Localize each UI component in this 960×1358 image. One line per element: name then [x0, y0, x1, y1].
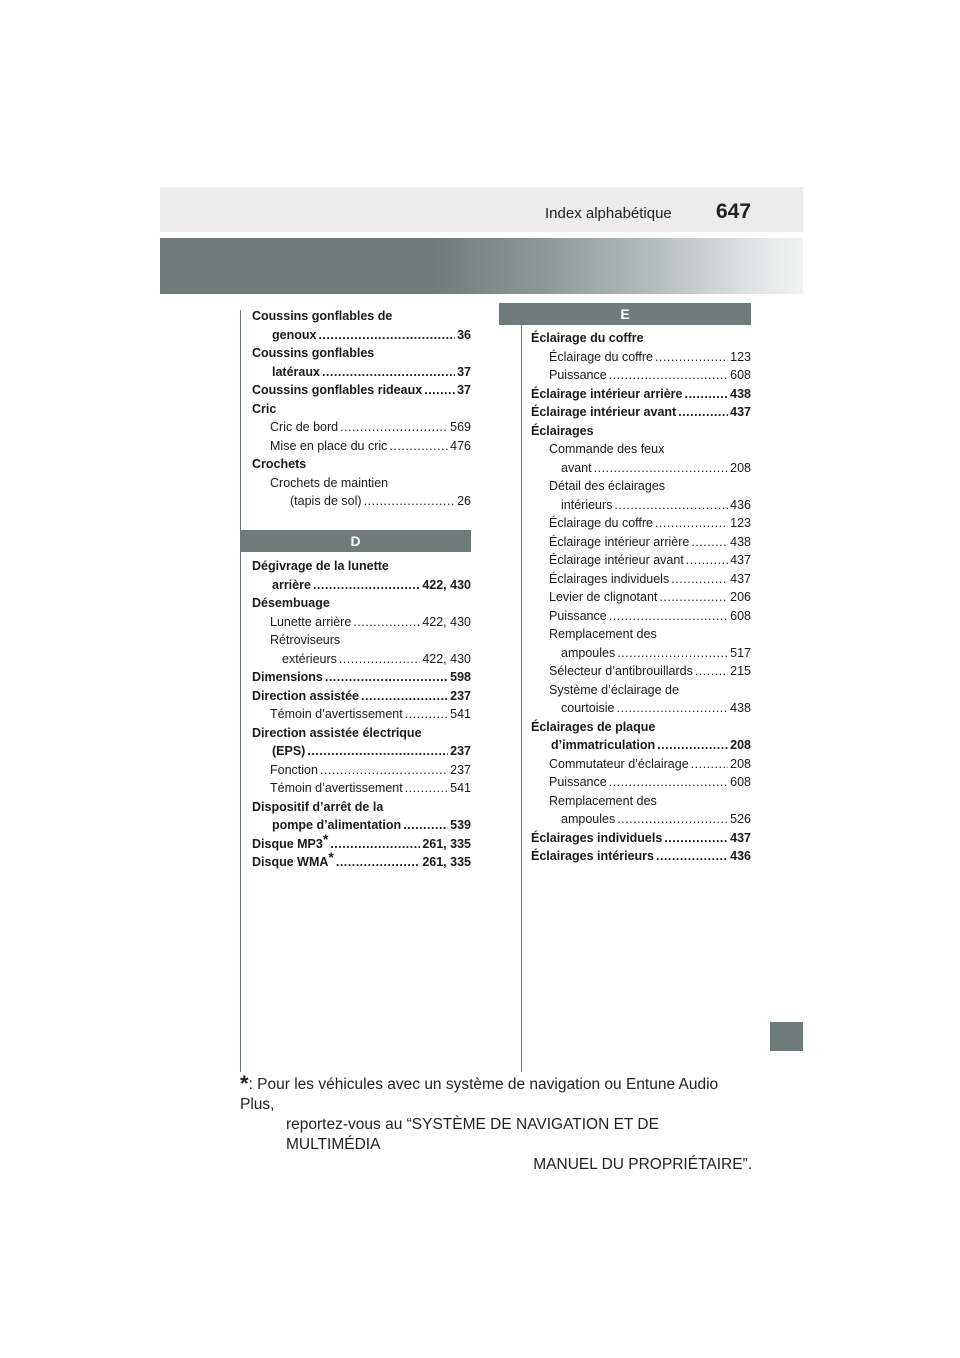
- index-entry: Dimensions ..... 598: [252, 668, 471, 687]
- index-subentry: Éclairage du coffre ..... 123: [531, 514, 751, 533]
- index-entry: Éclairage intérieur avant ..... 437: [531, 403, 751, 422]
- index-entry: Éclairage intérieur arrière ..... 438: [531, 385, 751, 404]
- index-subentry: Système d’éclairage de courtoisie ..... 438: [531, 681, 751, 718]
- index-heading: Désembuage: [252, 596, 330, 610]
- index-subentry: Commande des feux avant ..... 208: [531, 440, 751, 477]
- index-subentry: Éclairage intérieur arrière ..... 438: [531, 533, 751, 552]
- right-column: [531, 329, 751, 866]
- index-subentry: Commutateur d’éclairage ..... 208: [531, 755, 751, 774]
- letter-e-bar: E: [499, 303, 751, 325]
- index-subentry: Témoin d’avertissement ..... 541: [252, 705, 471, 724]
- chapter-tab: [770, 1022, 803, 1051]
- footnote-marker: *: [322, 830, 329, 847]
- index-heading: Éclairage du coffre: [531, 331, 644, 345]
- index-subentry: Puissance ..... 608: [531, 773, 751, 792]
- index-heading: Crochets: [252, 457, 307, 471]
- left-column-rule: [240, 310, 241, 1072]
- index-entry: Disque MP3* ..... 261, 335: [252, 835, 471, 854]
- index-subentry: Lunette arrière ..... 422, 430: [252, 613, 471, 632]
- index-subentry: Puissance ..... 608: [531, 607, 751, 626]
- index-subentry: Puissance ..... 608: [531, 366, 751, 385]
- letter-d-bar: D: [240, 530, 471, 552]
- index-entry: Direction assistée ..... 237: [252, 687, 471, 706]
- index-entry: Éclairages de plaque d’immatriculation ..... 208: [531, 718, 751, 755]
- header-bar: [160, 187, 803, 232]
- index-subentry: Détail des éclairages intérieurs ..... 436: [531, 477, 751, 514]
- left-column: [252, 307, 471, 511]
- index-subentry: Fonction ..... 237: [252, 761, 471, 780]
- index-subentry: Crochets de maintien (tapis de sol) ..... 26: [252, 474, 471, 511]
- index-subentry: Remplacement des ampoules ..... 517: [531, 625, 751, 662]
- index-entry: Coussins gonflables latéraux ..... 37: [252, 344, 471, 381]
- index-subentry: Éclairage du coffre ..... 123: [531, 348, 751, 367]
- index-entry: Éclairages intérieurs ..... 436: [531, 847, 751, 866]
- index-entry: Dégivrage de la lunette arrière ..... 422, 430: [252, 557, 471, 594]
- index-entry: Disque WMA* ..... 261, 335: [252, 853, 471, 872]
- index-entry: Éclairages individuels ..... 437: [531, 829, 751, 848]
- section-banner: [160, 238, 803, 294]
- header-title: Index alphabétique: [545, 205, 672, 222]
- index-heading: Éclairages: [531, 423, 594, 438]
- index-subentry: Témoin d’avertissement ..... 541: [252, 779, 471, 798]
- index-subentry: Éclairage intérieur avant ..... 437: [531, 551, 751, 570]
- index-entry: Dispositif d’arrêt de la pompe d’alimentation ..... 539: [252, 798, 471, 835]
- index-subentry: Rétroviseurs extérieurs ..... 422, 430: [252, 631, 471, 668]
- footnote-marker: *: [240, 1071, 249, 1096]
- index-subentry: Cric de bord ..... 569: [252, 418, 471, 437]
- index-subentry: Éclairages individuels ..... 437: [531, 570, 751, 589]
- index-subentry: Sélecteur d’antibrouillards ..... 215: [531, 662, 751, 681]
- footnote-marker: *: [328, 849, 334, 865]
- right-column-rule: [521, 310, 522, 1072]
- index-heading: Cric: [252, 401, 277, 416]
- left-column-d: [252, 557, 471, 872]
- footnote: *: Pour les véhicules avec un système de navigation ou Entune Audio Plus, reportez-vous au “SYSTÈME DE NAVIGATION ET DE MULTIMÉDIA MANUEL DU PROPRIÉTAIRE”.: [240, 1071, 752, 1173]
- index-entry: Coussins gonflables rideaux ..... 37: [252, 381, 471, 400]
- index-entry: Coussins gonflables de genoux ..... 36: [252, 307, 471, 344]
- index-entry: Direction assistée électrique (EPS) ..... 237: [252, 724, 471, 761]
- index-subentry: Mise en place du cric ..... 476: [252, 437, 471, 456]
- index-subentry: Remplacement des ampoules ..... 526: [531, 792, 751, 829]
- index-subentry: Levier de clignotant ..... 206: [531, 588, 751, 607]
- page-number: 647: [716, 200, 752, 223]
